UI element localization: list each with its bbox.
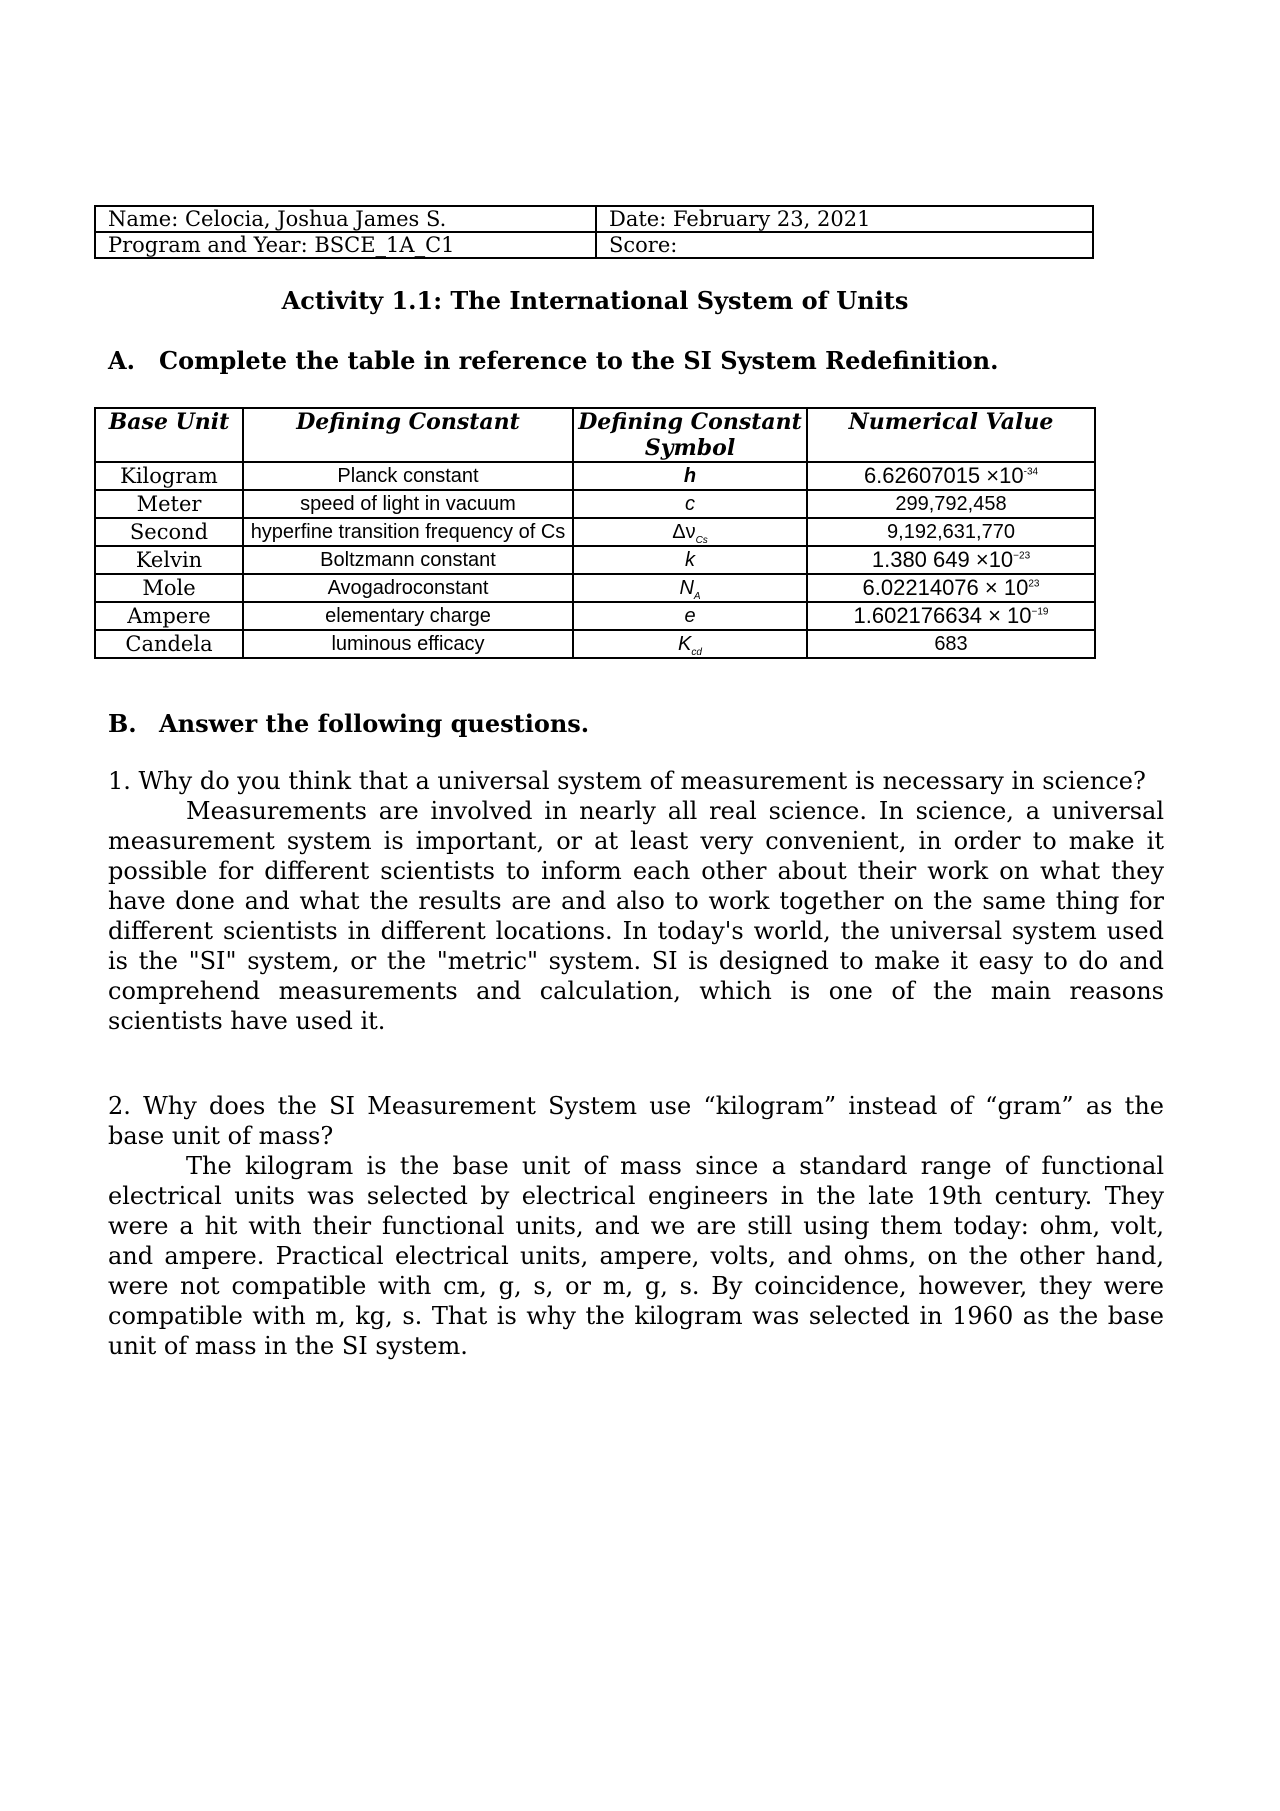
table-row [95,574,1095,602]
activity-title: Activity 1.1: The International System of Units [281,286,909,315]
value-cell [807,546,1095,574]
symbol-cell [573,574,807,602]
symbol-subscript: Cs [695,535,708,546]
value-cell [807,518,1095,546]
info-row [95,232,1093,258]
unit-cell: Meter [95,490,243,518]
answer-1: Measurements are involved in nearly all real science. In science, a universal measurement system is important, or at least very convenient, in order to make it possible for different scientists to inform each other about their work on what they have done and what the results are and also to work together on the same thing for different scientists in different locations. In today's world, the universal system used is the "SI" system, or the "metric" system. SI is designed to make it easy to do and comprehend measurements and calculation, which is one of the main reasons scientists have used it. [108,797,1164,1035]
constant-cell: Avogadroconstant [243,574,573,602]
section-a-heading [108,346,998,375]
symbol-text: c [685,493,695,515]
symbol-cell [573,462,807,490]
value-cell [807,630,1095,658]
value-cell [807,602,1095,630]
table-row [95,602,1095,630]
constant-cell: hyperfine transition frequency of Cs [243,518,573,546]
exponent-text: -34 [1023,466,1039,478]
value-text: 9,192,631,770 [887,521,1015,543]
symbol-cell [573,630,807,658]
section-b-letter: B. [108,709,137,738]
date-cell: Date: February 23, 2021 [596,206,1093,232]
symbol-text: K [678,633,692,655]
table-row [95,546,1095,574]
section-b-text: Answer the following questions. [159,709,590,738]
si-table-header-row [95,408,1095,462]
question-1: 1. Why do you think that a universal system of measurement is necessary in science? [108,767,1146,795]
table-row [95,490,1095,518]
constant-cell: Boltzmann constant [243,546,573,574]
symbol-cell [573,490,807,518]
name-cell: Name: Celocia, Joshua James S. [95,206,596,232]
value-cell [807,490,1095,518]
program-cell: Program and Year: BSCE_1A_C1 [95,232,596,258]
header-constant-symbol: Defining Constant Symbol [573,408,807,462]
unit-cell: Mole [95,574,243,602]
value-text: 683 [934,633,968,655]
question-2: 2. Why does the SI Measurement System use “kilogram” instead of “gram” as the base unit of mass? [108,1092,1164,1150]
symbol-subscript: cd [691,647,702,658]
value-text: 6.62607015 ×10 [863,463,1024,488]
symbol-text: N [679,577,694,599]
table-row [95,630,1095,658]
info-row [95,206,1093,232]
symbol-text: h [683,465,697,487]
unit-cell: Kilogram [95,462,243,490]
si-units-table [94,407,1096,659]
symbol-cell [573,602,807,630]
unit-cell: Second [95,518,243,546]
constant-cell: Planck constant [243,462,573,490]
exponent-text: −19 [1031,606,1049,618]
constant-cell: speed of light in vacuum [243,490,573,518]
constant-cell: luminous efficacy [243,630,573,658]
exponent-text: 23 [1028,578,1040,590]
header-defining-constant: Defining Constant [243,408,573,462]
unit-cell: Candela [95,630,243,658]
section-b-heading [108,709,589,738]
student-info-table [94,205,1094,259]
header-base-unit: Base Unit [95,408,243,462]
value-text: 1.602176634 × 10 [853,603,1032,628]
symbol-text: e [684,605,696,627]
section-a-text: Complete the table in reference to the SI System Redefinition. [159,346,999,375]
symbol-cell [573,546,807,574]
symbol-cell [573,518,807,546]
value-text: 1.380 649 ×10 [871,547,1014,572]
value-text: 299,792,458 [895,493,1007,515]
constant-cell: elementary charge [243,602,573,630]
header-numerical-value: Numerical Value [807,408,1095,462]
unit-cell: Kelvin [95,546,243,574]
section-a-letter: A. [108,346,135,375]
value-cell [807,574,1095,602]
answer-2: The kilogram is the base unit of mass since a standard range of functional electrical units was selected by electrical engineers in the late 19th century. They were a hit with their functional units, and we are still using them today: ohm, volt, and ampere. Practical electrical units, ampere, volts, and ohms, on the other hand, were not compatible with cm, g, s, or m, g, s. By coincidence, however, they were compatible with m, kg, s. That is why the kilogram was selected in 1960 as the base unit of mass in the SI system. [108,1152,1164,1360]
table-row [95,518,1095,546]
symbol-text: k [685,549,695,571]
table-row [95,462,1095,490]
symbol-subscript: A [693,591,701,602]
score-cell: Score: [596,232,1093,258]
exponent-text: −23 [1013,550,1031,562]
value-text: 6.02214076 × 10 [862,575,1029,600]
symbol-text: Δν [672,521,696,543]
value-cell [807,462,1095,490]
unit-cell: Ampere [95,602,243,630]
